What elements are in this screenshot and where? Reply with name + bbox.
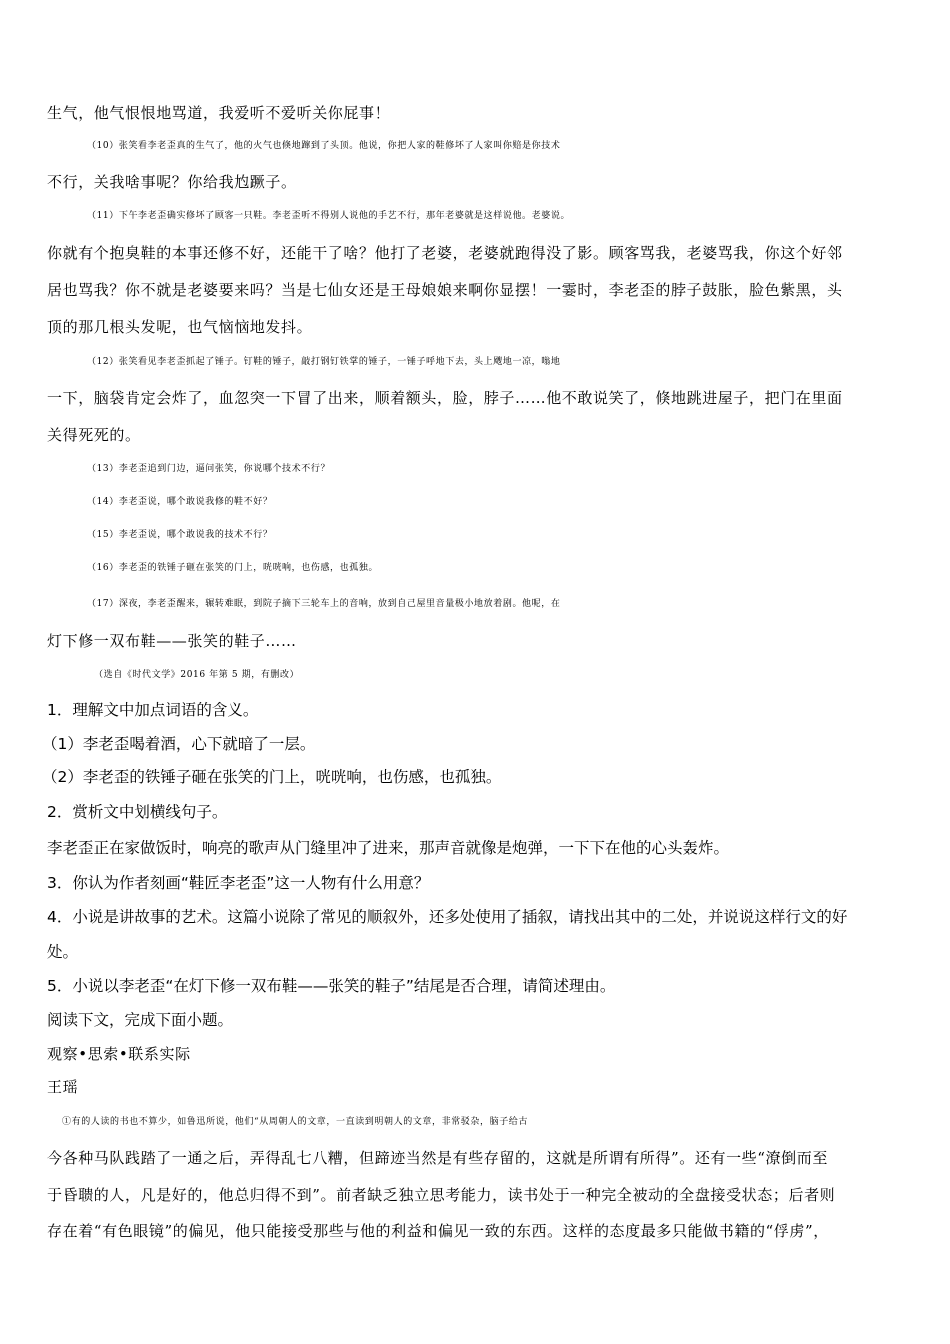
story-paragraph-10-cont: 不行，关我啥事呢？你给我尥蹶子。 xyxy=(47,173,297,191)
story-paragraph-15: （15）李老歪说，哪个敢说我的技术不行？ xyxy=(87,530,273,540)
question-3: 3．你认为作者刻画“鞋匠李老歪”这一人物有什么用意？ xyxy=(47,874,430,892)
question-5: 5．小说以李老歪“在灯下修一双布鞋——张笑的鞋子”结尾是否合理，请简述理由。 xyxy=(47,977,616,995)
reading-instruction: 阅读下文，完成下面小题。 xyxy=(47,1011,234,1029)
story-paragraph-17-cont: 灯下修一双布鞋——张笑的鞋子…… xyxy=(47,632,297,650)
story-paragraph-11-cont: 顶的那几根头发呢，也气恼恼地发抖。 xyxy=(47,318,313,336)
essay-paragraph-1-cont: 今各种马队践踏了一通之后，弄得乱七八糟，但蹄迹当然是有些存留的，这就是所谓有所得”。还有一些“潦倒而至 xyxy=(47,1149,828,1167)
story-paragraph-11-cont: 你就有个抱臭鞋的本事还修不好，还能干了啥？他打了老婆，老婆就跑得没了影。顾客骂我，老婆骂我，你这个好邻 xyxy=(47,244,843,262)
question-2-sentence: 李老歪正在家做饭时，响亮的歌声从门缝里冲了进来，那声音就像是炮弹，一下下在他的心头轰炸。 xyxy=(47,839,730,857)
essay-author: 王瑶 xyxy=(47,1078,79,1096)
story-paragraph-11: （11）下午李老歪确实修坏了顾客一只鞋。李老歪听不得别人说他的手艺不行，那年老婆就是这样说他。老婆说。 xyxy=(87,211,571,221)
story-paragraph-12: （12）张笑看见李老歪抓起了锤子。钉鞋的锤子，敲打钢钉铁掌的锤子，一锤子呼地下去，头上飕地一凉，嗡地 xyxy=(87,357,561,367)
question-1-item-1: （1）李老歪喝着酒，心下就暗了一层。 xyxy=(42,735,316,753)
source-citation: （选自《时代文学》2016 年第 5 期，有删改） xyxy=(94,670,300,680)
story-paragraph-12-cont: 一下，脑袋肯定会炸了，血忽突一下冒了出来，顺着额头，脸，脖子……他不敢说笑了，倏地跳进屋子，把门在里面 xyxy=(47,389,843,407)
story-paragraph-11-cont: 居也骂我？你不就是老婆要来吗？当是七仙女还是王母娘娘来啊你显摆！一霎时，李老歪的脖子鼓胀，脸色紫黑，头 xyxy=(47,281,843,299)
essay-paragraph-1-cont: 存在着“有色眼镜”的偏见，他只能接受那些与他的利益和偏见一致的东西。这样的态度最多只能做书籍的“俘虏”， xyxy=(47,1222,829,1240)
story-paragraph-14: （14）李老歪说，哪个敢说我修的鞋不好？ xyxy=(87,497,273,507)
question-2: 2．赏析文中划横线句子。 xyxy=(47,803,228,821)
question-4-cont: 处。 xyxy=(47,943,79,961)
essay-title: 观察•思索•联系实际 xyxy=(47,1045,191,1063)
story-paragraph-16: （16）李老歪的铁锤子砸在张笑的门上，咣咣响，也伤感，也孤独。 xyxy=(87,563,379,573)
question-4: 4．小说是讲故事的艺术。这篇小说除了常见的顺叙外，还多处使用了插叙，请找出其中的二处，并说说这样行文的好 xyxy=(47,908,848,926)
question-1: 1．理解文中加点词语的含义。 xyxy=(47,701,259,719)
story-paragraph-10: （10）张笑看李老歪真的生气了，他的火气也倏地蹿到了头顶。他说，你把人家的鞋修坏了人家叫你赔是你技术 xyxy=(87,141,561,151)
story-paragraph-17: （17）深夜，李老歪醒来，辗转难眠，到院子摘下三轮车上的音响，放到自己屋里音量极小地放着剧。他呢，在 xyxy=(87,599,561,609)
essay-paragraph-1: ①有的人读的书也不算少，如鲁迅所说，他们“从周朝人的文章，一直读到明朝人的文章，非常驳杂，脑子给古 xyxy=(62,1117,529,1127)
story-paragraph-12-cont: 关得死死的。 xyxy=(47,426,141,444)
story-paragraph-9-end: 生气，他气恨恨地骂道，我爱听不爱听关你屁事！ xyxy=(47,104,391,122)
question-1-item-2: （2）李老歪的铁锤子砸在张笑的门上，咣咣响，也伤感，也孤独。 xyxy=(42,768,502,786)
story-paragraph-13: （13）李老歪追到门边，逼问张笑，你说哪个技术不行？ xyxy=(87,464,331,474)
essay-paragraph-1-cont: 于昏聩的人，凡是好的，他总归得不到”。前者缺乏独立思考能力，读书处于一种完全被动的全盘接受状态；后者则 xyxy=(47,1186,836,1204)
